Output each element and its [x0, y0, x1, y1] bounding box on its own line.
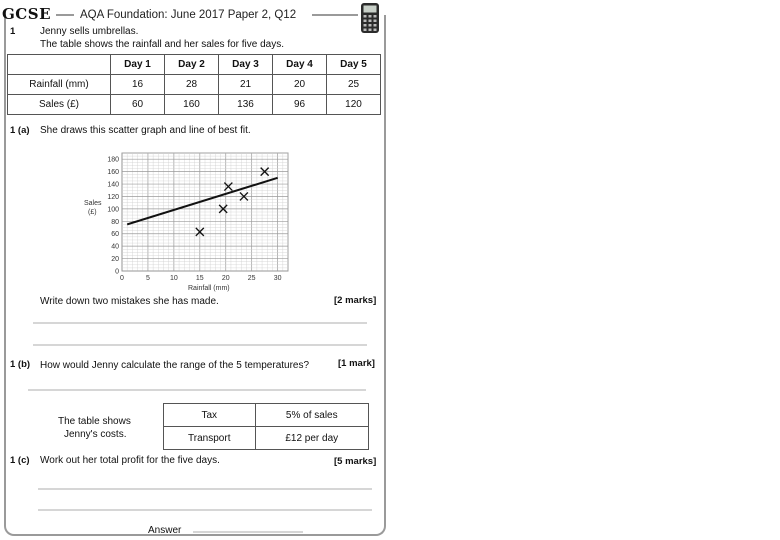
intro-line-1: Jenny sells umbrellas.	[40, 26, 139, 37]
part-c-label: 1 (c)	[10, 455, 30, 466]
table-row	[8, 75, 381, 95]
x-tick-label: 0	[120, 275, 124, 282]
y-tick-label: 160	[107, 169, 119, 177]
table-header-cell: Day 5	[327, 55, 381, 75]
answer-line	[33, 322, 367, 324]
y-tick-label: 0	[115, 268, 119, 276]
part-a-task: Write down two mistakes she has made.	[40, 296, 219, 307]
y-tick-label: 120	[107, 193, 119, 201]
intro-line-2: The table shows the rainfall and her sales for five days.	[40, 39, 285, 50]
table-cell: 16	[111, 75, 165, 95]
table-row	[164, 404, 369, 427]
table-header-cell: Day 4	[273, 55, 327, 75]
cost-value: £12 per day	[255, 427, 368, 450]
row-label: Sales (£)	[8, 95, 111, 115]
y-axis-label: Sales	[84, 200, 102, 207]
y-tick-label: 80	[111, 218, 119, 226]
y-tick-label: 100	[107, 206, 119, 214]
header-rule-left	[56, 14, 74, 16]
part-a-marks: [2 marks]	[334, 295, 377, 306]
y-tick-label: 60	[111, 231, 119, 239]
x-tick-label: 30	[273, 275, 282, 282]
y-axis-unit: (£)	[88, 209, 97, 216]
costs-caption-1: The table shows	[58, 416, 131, 427]
table-cell: 96	[273, 95, 327, 115]
answer-line	[28, 389, 366, 391]
table-row	[164, 427, 369, 450]
x-tick-label: 15	[195, 275, 204, 282]
y-tick-label: 40	[111, 243, 119, 251]
table-cell: 21	[219, 75, 273, 95]
x-tick-label: 20	[221, 275, 230, 282]
part-b-marks: [1 mark]	[338, 358, 375, 369]
costs-table	[163, 403, 369, 450]
table-cell: 120	[327, 95, 381, 115]
answer-line	[38, 488, 372, 490]
table-cell: 136	[219, 95, 273, 115]
part-c-prompt: Work out her total profit for the five days.	[40, 455, 220, 466]
table-header-cell: Day 1	[111, 55, 165, 75]
answer-label: Answer	[148, 525, 182, 536]
paper-title: AQA Foundation: June 2017 Paper 2, Q12	[80, 9, 297, 21]
header-rule-right	[312, 14, 358, 16]
table-cell: 160	[165, 95, 219, 115]
table-header-cell: Day 2	[165, 55, 219, 75]
question-number: 1	[10, 26, 16, 37]
table-row	[8, 95, 381, 115]
row-label: Rainfall (mm)	[8, 75, 111, 95]
answer-line	[193, 531, 303, 533]
x-tick-label: 10	[169, 275, 178, 282]
x-tick-label: 25	[247, 275, 256, 282]
answer-line	[38, 509, 372, 511]
y-tick-label: 20	[111, 256, 119, 264]
cost-item: Tax	[164, 404, 256, 427]
table-header-cell	[8, 55, 111, 75]
answer-line	[33, 344, 367, 346]
part-a-label: 1 (a)	[10, 125, 30, 136]
table-cell: 28	[165, 75, 219, 95]
calculator-icon	[360, 2, 380, 34]
table-header-cell: Day 3	[219, 55, 273, 75]
cost-item: Transport	[164, 427, 256, 450]
gcse-brand: GCSE	[2, 5, 52, 23]
y-tick-label: 140	[107, 181, 119, 189]
part-b-prompt: How would Jenny calculate the range of the 5 temperatures?	[40, 360, 310, 371]
table-cell: 60	[111, 95, 165, 115]
part-b-label: 1 (b)	[10, 359, 31, 370]
rainfall-sales-table	[7, 54, 381, 115]
table-cell: 25	[327, 75, 381, 95]
y-tick-label: 180	[107, 156, 119, 164]
scatter-chart	[78, 145, 318, 295]
table-header-row	[8, 55, 381, 75]
table-cell: 20	[273, 75, 327, 95]
x-tick-label: 5	[145, 275, 150, 282]
cost-value: 5% of sales	[255, 404, 368, 427]
part-a-prompt: She draws this scatter graph and line of best fit.	[40, 125, 251, 136]
x-axis-label: Rainfall (mm)	[188, 285, 230, 292]
part-c-marks: [5 marks]	[334, 456, 377, 467]
costs-caption-2: Jenny's costs.	[64, 429, 127, 440]
